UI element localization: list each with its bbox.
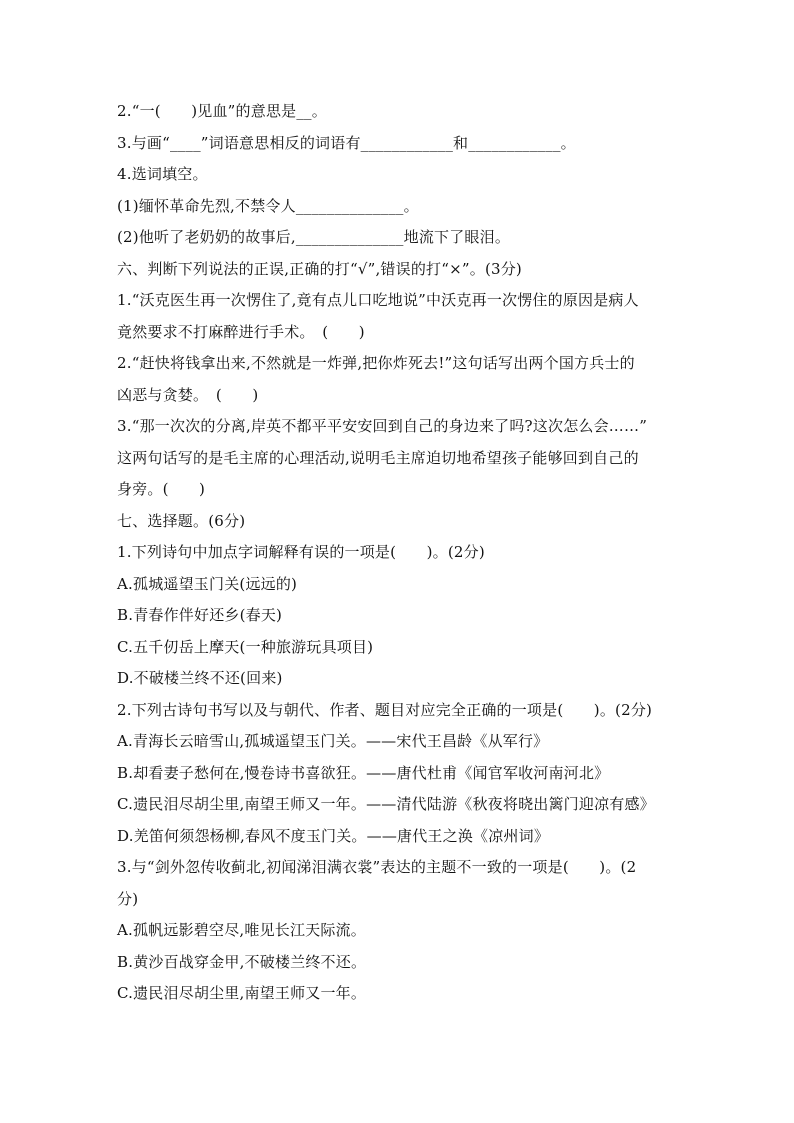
judge-1-line-2: 竟然要求不打麻醉进行手术。 ( ) bbox=[117, 322, 365, 341]
choice-2-option-d: D.羌笛何须怨杨柳,春风不度玉门关。——唐代王之涣《凉州词》 bbox=[117, 826, 550, 845]
choice-1-option-c: C.五千仞岳上摩天(一种旅游玩具项目) bbox=[117, 637, 374, 656]
choice-1-stem: 1.下列诗句中加点字词解释有误的一项是( )。(2分) bbox=[117, 543, 485, 561]
choice-2-option-c: C.遗民泪尽胡尘里,南望王师又一年。——清代陆游《秋夜将晓出篱门迎凉有感》 bbox=[117, 795, 655, 813]
q4-item-2: (2)他听了老奶奶的故事后,______________地流下了眼泪。 bbox=[117, 228, 511, 246]
q4-item-1: (1)缅怀革命先烈,不禁令人______________。 bbox=[117, 196, 419, 215]
q3-antonym: 3.与画“____”词语意思相反的词语有____________和____________。 bbox=[117, 133, 576, 152]
choice-1-option-b: B.青春作伴好还乡(春天) bbox=[117, 606, 283, 624]
exam-page bbox=[117, 96, 687, 1010]
q4-title: 4.选词填空。 bbox=[117, 165, 208, 183]
choice-2-option-a: A.青海长云暗雪山,孤城遥望玉门关。——宋代王昌龄《从军行》 bbox=[117, 732, 549, 750]
q2-meaning: 2.“一( )见血”的意思是__。 bbox=[117, 102, 327, 120]
choice-2-option-b: B.却看妻子愁何在,慢卷诗书喜欲狂。——唐代杜甫《闻官军收河南河北》 bbox=[117, 763, 610, 782]
judge-1-line-1: 1.“沃克医生再一次愣住了,竟有点儿口吃地说”中沃克再一次愣住的原因是病人 bbox=[117, 291, 639, 309]
choice-1-option-d: D.不破楼兰终不还(回来) bbox=[117, 669, 283, 687]
judge-2-line-2: 凶恶与贪婪。 ( ) bbox=[117, 385, 259, 404]
judge-3-line-2: 这两句话写的是毛主席的心理活动,说明毛主席迫切地希望孩子能够回到自己的 bbox=[117, 448, 639, 467]
judge-2-line-1: 2.“赶快将钱拿出来,不然就是一炸弹,把你炸死去!”这句话写出两个国方兵士的 bbox=[117, 354, 635, 372]
choice-2-stem: 2.下列古诗句书写以及与朝代、作者、题目对应完全正确的一项是( )。(2分) bbox=[117, 700, 653, 719]
judge-3-line-3: 身旁。( ) bbox=[117, 480, 206, 498]
choice-3-option-c: C.遗民泪尽胡尘里,南望王师又一年。 bbox=[117, 984, 367, 1002]
choice-3-stem-line-2: 分) bbox=[117, 889, 139, 908]
choice-3-option-b: B.黄沙百战穿金甲,不破楼兰终不还。 bbox=[117, 952, 367, 971]
choice-1-option-a: A.孤城遥望玉门关(远远的) bbox=[117, 574, 298, 593]
choice-3-stem-line-1: 3.与“剑外忽传收蓟北,初闻涕泪满衣裳”表达的主题不一致的一项是( )。(2 bbox=[117, 858, 637, 876]
judge-3-line-1: 3.“那一次次的分离,岸英不都平平安安回到自己的身边来了吗?这次怎么会……” bbox=[117, 417, 648, 435]
section-6-title: 六、判断下列说法的正误,正确的打“√”,错误的打“×”。(3分) bbox=[117, 259, 522, 278]
section-7-title: 七、选择题。(6分) bbox=[117, 511, 246, 530]
choice-3-option-a: A.孤帆远影碧空尽,唯见长江天际流。 bbox=[117, 921, 366, 939]
